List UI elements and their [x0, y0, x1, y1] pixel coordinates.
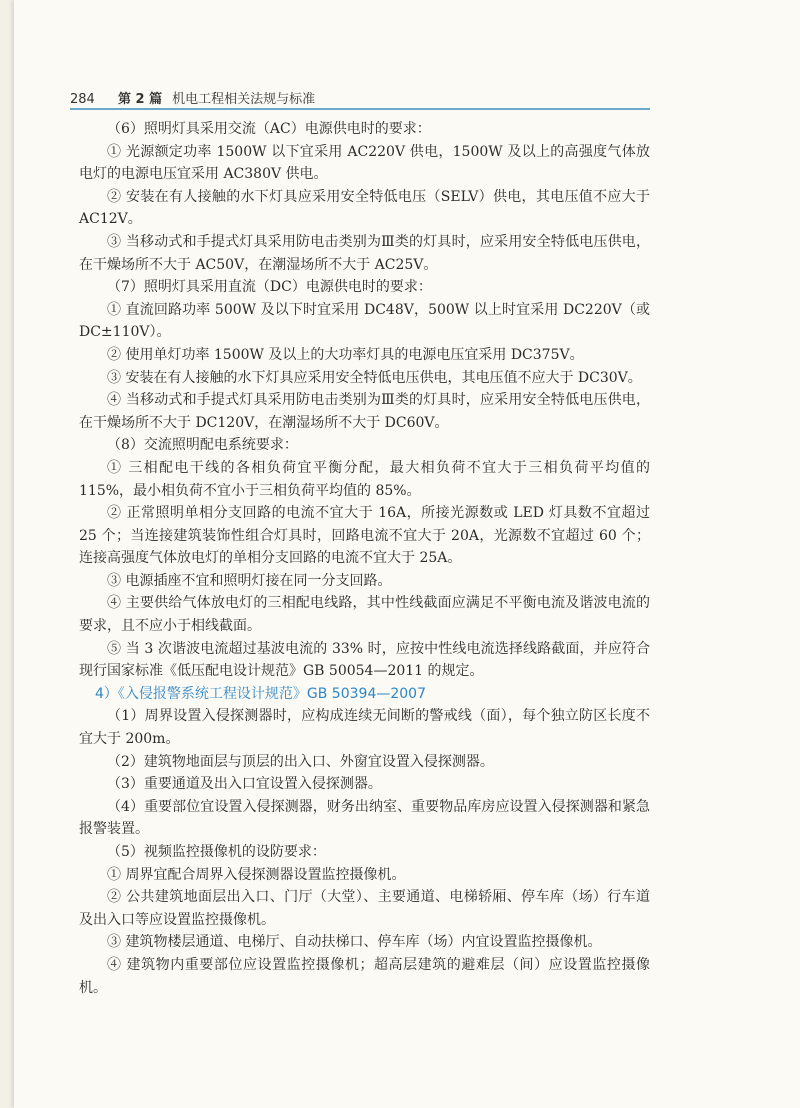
paragraph: （7）照明灯具采用直流（DC）电源供电时的要求：: [107, 279, 432, 296]
paragraph: ① 光源额定功率 1500W 以下宜采用 AC220V 供电，1500W 及以上的高强度气体放电灯的电源电压宜采用 AC380V 供电。: [79, 143, 650, 183]
paragraph: ③ 电源插座不宜和照明灯接在同一分支回路。: [107, 572, 392, 589]
paragraph: （2）建筑物地面层与顶层的出入口、外窗宜设置入侵探测器。: [107, 753, 494, 770]
paragraph: ④ 主要供给气体放电灯的三相配电线路，其中性线截面应满足不平衡电流及谐波电流的要求，且不应小于相线截面。: [79, 595, 650, 635]
part-title: 机电工程相关法规与标准: [172, 92, 316, 107]
paragraph: ④ 当移动式和手提式灯具采用防电击类别为Ⅲ类的灯具时，应采用安全特低电压供电，在干燥场所不大于 DC120V，在潮湿场所不大于 DC60V。: [79, 392, 650, 431]
paragraph: （1）周界设置入侵探测器时，应构成连续无间断的警戒线（面），每个独立防区长度不宜大于 200m。: [79, 708, 650, 748]
paragraph: ① 直流回路功率 500W 及以下时宜采用 DC48V，500W 以上时宜采用 DC220V（或 DC±110V）。: [79, 301, 650, 341]
header-divider: [70, 108, 650, 110]
paragraph: ⑤ 当 3 次谐波电流超过基波电流的 33% 时，应按中性线电流选择线路截面，并应符合现行国家标准《低压配电设计规范》GB 50054—2011 的规定。: [79, 640, 650, 680]
paragraph: ② 安装在有人接触的水下灯具应采用安全特低电压（SELV）供电，其电压值不应大于 AC12V。: [79, 188, 650, 228]
paragraph: ② 正常照明单相分支回路的电流不宜大于 16A，所接光源数或 LED 灯具数不宜超过 25 个；当连接建筑装饰性组合灯具时，回路电流不宜大于 20A，光源数不宜超过 60 个；连接高强度气体放电灯的单相分支回路的电流不宜大于 25A。: [79, 505, 650, 567]
paragraph: ④ 建筑物内重要部位应设置监控摄像机；超高层建筑的避难层（间）应设置监控摄像机。: [79, 956, 650, 996]
page-header: [70, 88, 650, 107]
paragraph: ③ 安装在有人接触的水下灯具应采用安全特低电压供电，其电压值不应大于 DC30V。: [107, 369, 642, 386]
page-body: [79, 118, 650, 999]
paragraph: （6）照明灯具采用交流（AC）电源供电时的要求：: [107, 121, 431, 137]
paragraph: （4）重要部位宜设置入侵探测器，财务出纳室、重要物品库房应设置入侵探测器和紧急报警装置。: [79, 798, 650, 838]
section-heading: 4）《入侵报警系统工程设计规范》GB 50394—2007: [95, 685, 426, 702]
page-number: 284: [70, 92, 95, 107]
paragraph: （3）重要通道及出入口宜设置入侵探测器。: [107, 776, 382, 793]
part-label: 第 2 篇: [118, 92, 163, 107]
paragraph: ① 周界宜配合周界入侵探测器设置监控摄像机。: [107, 866, 406, 883]
paragraph: ② 使用单灯功率 1500W 及以上的大功率灯具的电源电压宜采用 DC375V。: [107, 346, 584, 363]
paragraph: ③ 当移动式和手提式灯具采用防电击类别为Ⅲ类的灯具时，应采用安全特低电压供电，在干燥场所不大于 AC50V，在潮湿场所不大于 AC25V。: [79, 233, 650, 273]
paragraph: ① 三相配电干线的各相负荷宜平衡分配，最大相负荷不宜大于三相负荷平均值的 115%，最小相负荷不宜小于三相负荷平均值的 85%。: [79, 459, 650, 499]
paragraph: （5）视频监控摄像机的设防要求：: [107, 844, 326, 860]
paragraph: ③ 建筑物楼层通道、电梯厅、自动扶梯口、停车库（场）内宜设置监控摄像机。: [107, 934, 602, 951]
paragraph: （8）交流照明配电系统要求：: [107, 437, 298, 454]
paragraph: ② 公共建筑地面层出入口、门厅（大堂）、主要通道、电梯轿厢、停车库（场）行车道及出入口等应设置监控摄像机。: [79, 889, 650, 928]
